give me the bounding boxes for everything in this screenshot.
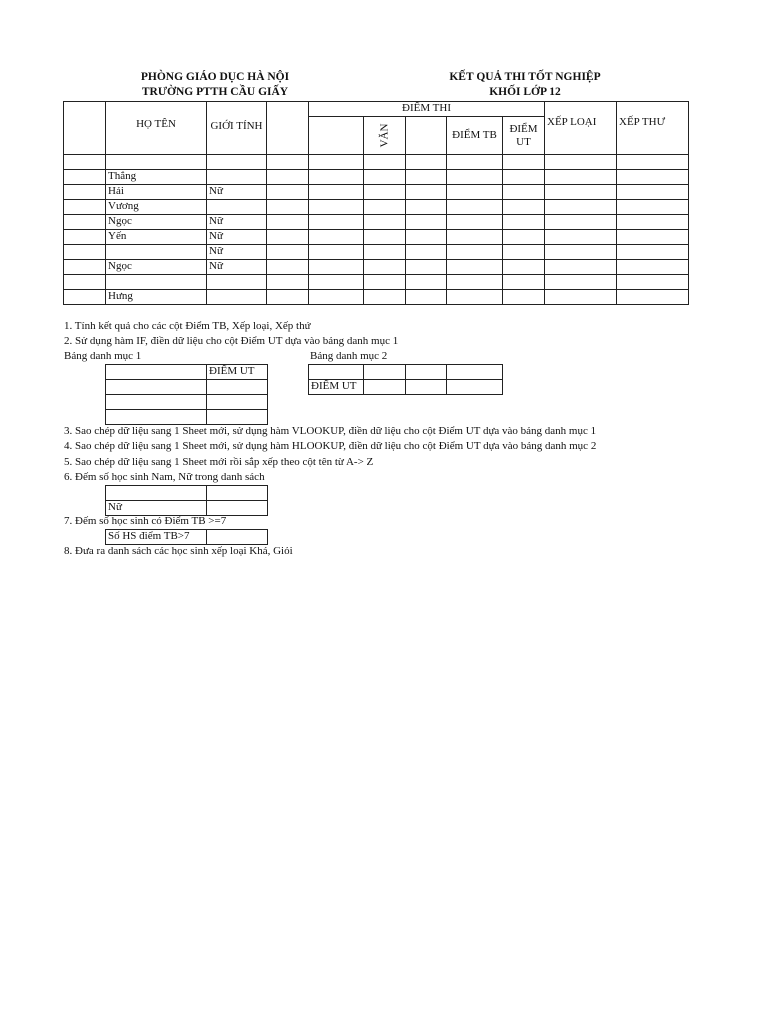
report-title: KẾT QUẢ THI TỐT NGHIỆP — [449, 71, 601, 83]
table-row — [64, 155, 689, 170]
instruction-2: 2. Sử dụng hàm IF, điền dữ liệu cho cột Điểm UT dựa vào bảng danh mục 1 — [64, 335, 399, 347]
danh-muc-2-title: Bảng danh mục 2 — [310, 350, 388, 362]
header-empty — [267, 102, 309, 155]
subheader-subject-1 — [309, 117, 364, 155]
header-xep-thu: XẾP THƯ — [617, 102, 689, 155]
danh-muc-1-table — [105, 364, 268, 425]
table-row: Thắng — [64, 170, 689, 185]
table-row: Ngọc Nữ — [64, 215, 689, 230]
grade-title: KHỐI LỚP 12 — [489, 86, 561, 98]
danh-muc-2-table — [308, 364, 503, 395]
table-row — [64, 275, 689, 290]
subheader-subject-3 — [406, 117, 447, 155]
table-row: Hưng — [64, 290, 689, 305]
table-row: Hải Nữ — [64, 185, 689, 200]
department-title: PHÒNG GIÁO DỤC HÀ NỘI — [140, 71, 290, 83]
instruction-5: 5. Sao chép dữ liệu sang 1 Sheet mới rồi sắp xếp theo cột tên từ A-> Z — [64, 456, 374, 468]
table-row: Yến Nữ — [64, 230, 689, 245]
subheader-diem-tb: ĐIỂM TB — [447, 117, 503, 155]
results-table — [63, 101, 689, 305]
subheader-van: VĂN — [364, 117, 406, 155]
instruction-7: 7. Đếm số học sinh có Điểm TB >=7 — [64, 515, 227, 527]
instruction-1: 1. Tính kết quả cho các cột Điểm TB, Xếp loại, Xếp thứ — [64, 320, 311, 332]
danh-muc-1-title: Bảng danh mục 1 — [64, 350, 142, 362]
header-diem-thi: ĐIỂM THI — [309, 102, 545, 117]
header-cell-stt — [64, 102, 106, 155]
tb-count-table — [105, 529, 268, 545]
instruction-8: 8. Đưa ra danh sách các học sinh xếp loại Khá, Giỏi — [64, 545, 293, 557]
instruction-6: 6. Đếm số học sinh Nam, Nữ trong danh sách — [64, 471, 265, 483]
header-ho-ten: HỌ TÊN — [106, 102, 207, 155]
instruction-3: 3. Sao chép dữ liệu sang 1 Sheet mới, sử dụng hàm VLOOKUP, điền dữ liệu cho cột Điểm UT dựa vào bảng danh mục 1 — [64, 425, 597, 437]
table-row: Nữ — [64, 245, 689, 260]
instruction-4: 4. Sao chép dữ liệu sang 1 Sheet mới, sử dụng hàm HLOOKUP, điền dữ liệu cho cột Điểm UT dựa vào bảng danh mục 2 — [64, 440, 597, 452]
header-xep-loai: XẾP LOẠI — [545, 102, 617, 155]
tb-count-label: Số HS điểm TB>7 — [106, 530, 207, 545]
nu-label: Nữ — [106, 501, 207, 516]
danh-muc-1-header: ĐIỂM UT — [207, 365, 268, 380]
table-row: Vương — [64, 200, 689, 215]
table-header-row — [64, 102, 689, 117]
table-row: Ngọc Nữ — [64, 260, 689, 275]
header-gioi-tinh: GIỚI TÍNH — [207, 102, 267, 155]
school-title: TRƯỜNG PTTH CẦU GIẤY — [141, 86, 289, 98]
danh-muc-2-label: ĐIỂM UT — [309, 380, 364, 395]
gender-count-table — [105, 485, 268, 516]
subheader-diem-ut: ĐIỂM UT — [503, 117, 545, 155]
